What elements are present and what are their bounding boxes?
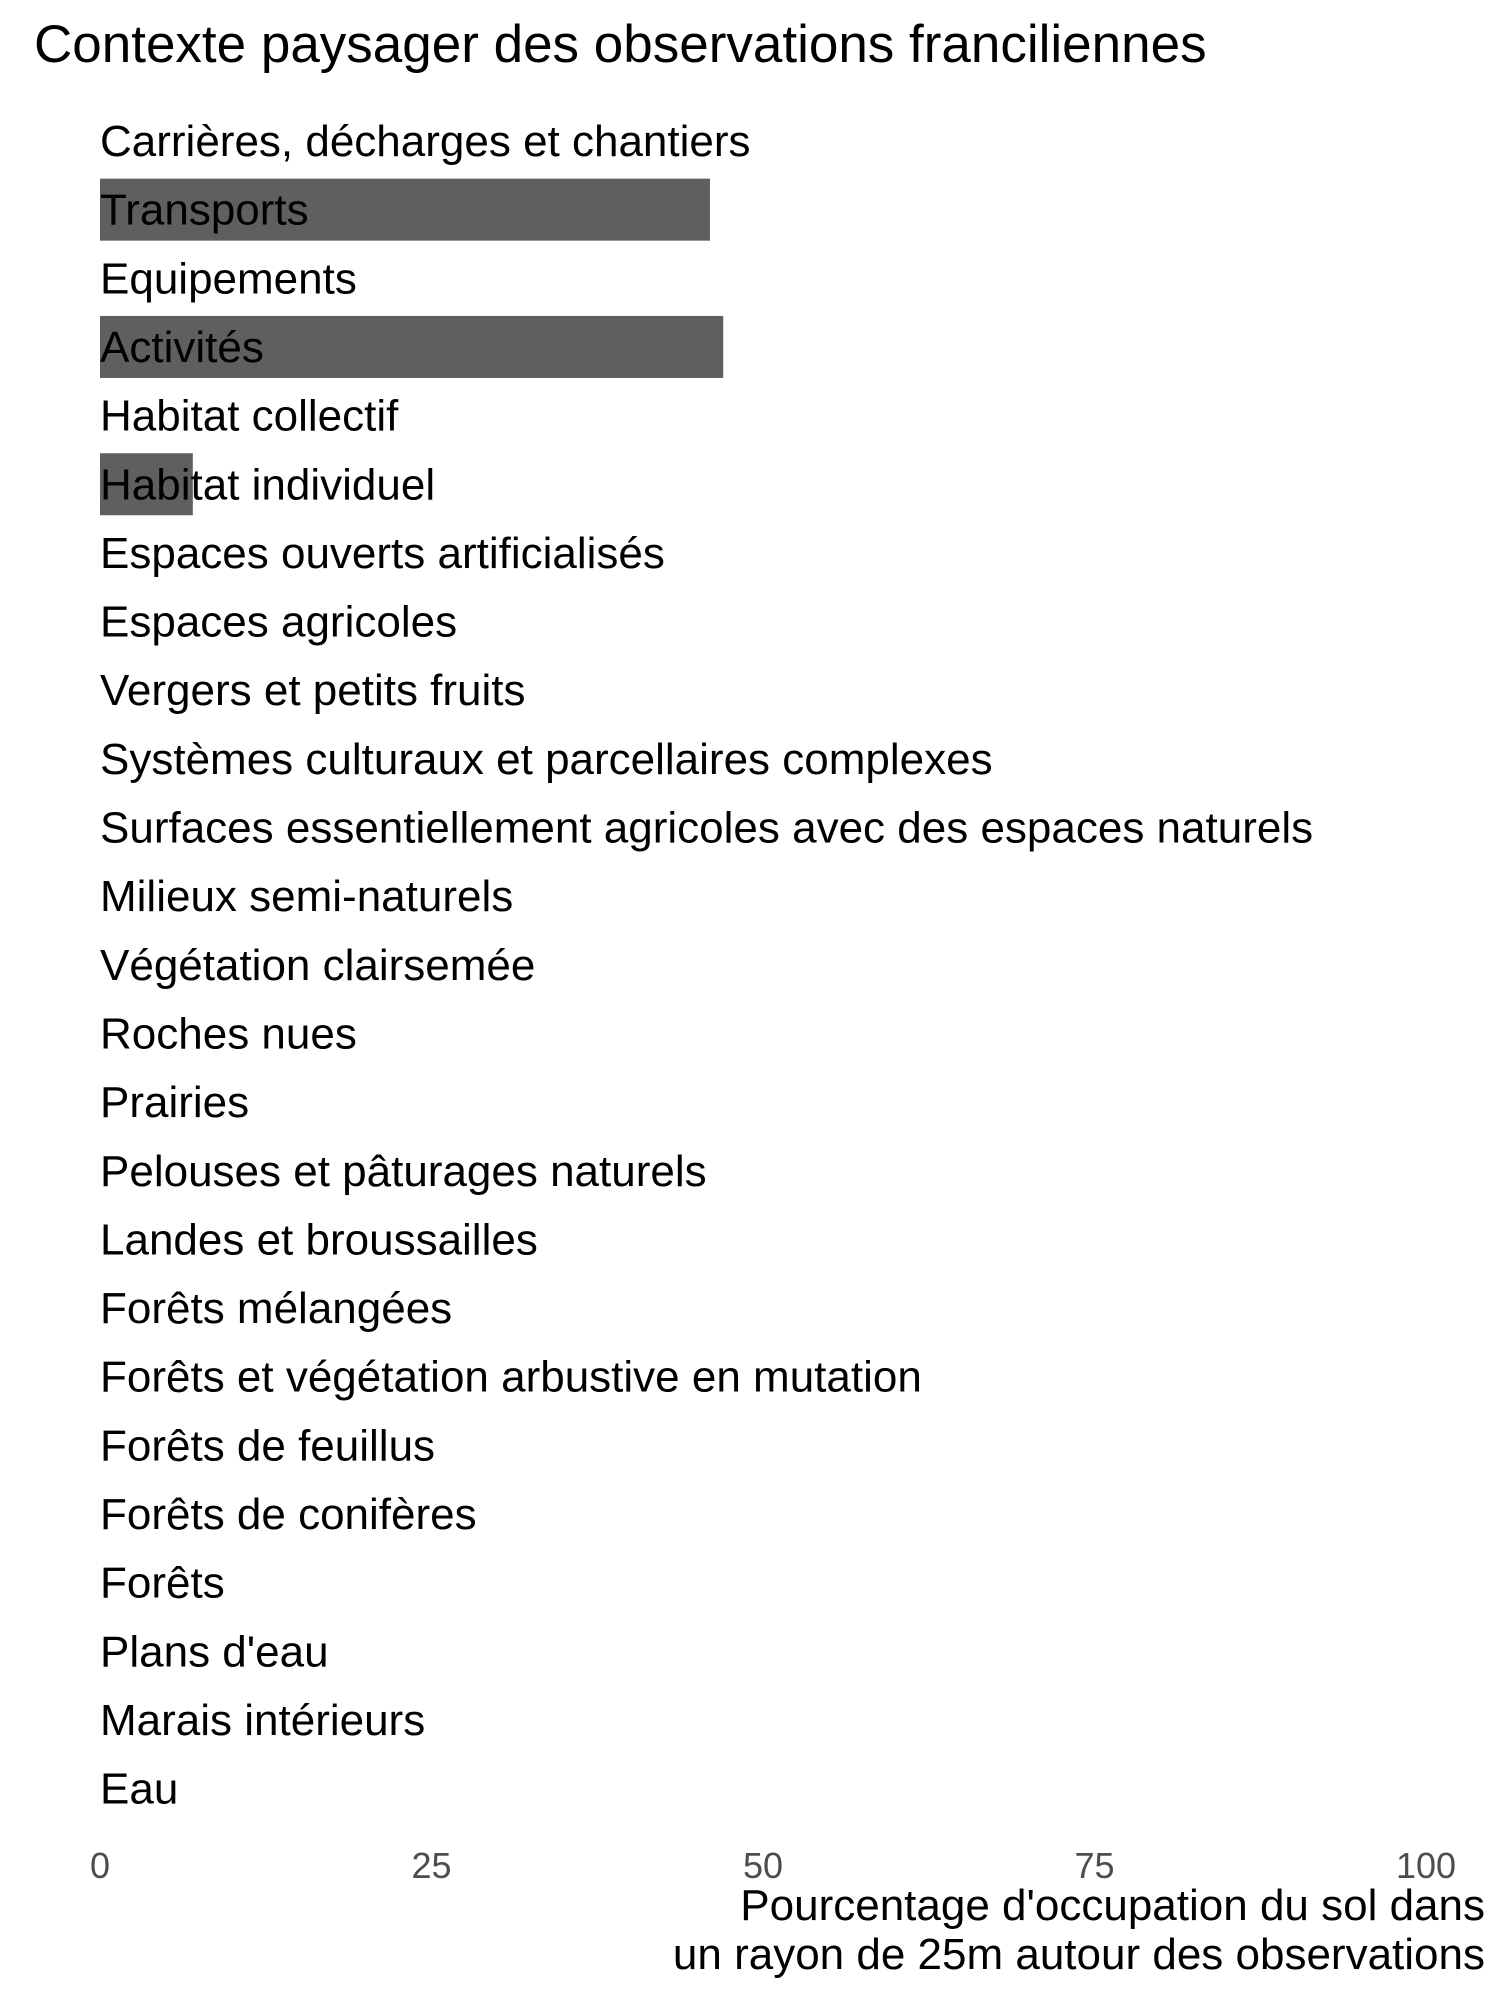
category-label: Surfaces essentiellement agricoles avec des espaces naturels bbox=[100, 803, 1314, 853]
category-label: Landes et broussailles bbox=[100, 1215, 538, 1265]
x-axis-ticks bbox=[90, 1845, 1456, 1886]
category-label: Forêts de conifères bbox=[100, 1490, 477, 1539]
category-label: Carrières, décharges et chantiers bbox=[100, 117, 751, 166]
category-label: Végétation clairsemée bbox=[100, 940, 536, 990]
x-tick-label: 50 bbox=[742, 1845, 784, 1886]
x-tick-label: 0 bbox=[89, 1845, 111, 1886]
x-axis-title-line-1: Pourcentage d'occupation du sol dans bbox=[740, 1881, 1485, 1930]
category-label: Espaces agricoles bbox=[100, 597, 458, 647]
x-axis-title-line-2: un rayon de 25m autour des observations bbox=[672, 1930, 1485, 1979]
category-label: Habitat collectif bbox=[100, 391, 399, 441]
x-tick-label: 25 bbox=[411, 1845, 452, 1886]
category-label: Milieux semi-naturels bbox=[100, 872, 514, 922]
category-label: Pelouses et pâturages naturels bbox=[100, 1146, 707, 1196]
chart-title: Contexte paysager des observations franciliennes bbox=[34, 15, 1207, 74]
category-label: Marais intérieurs bbox=[100, 1695, 426, 1745]
category-label: Vergers et petits fruits bbox=[100, 666, 526, 716]
x-tick-label: 100 bbox=[1395, 1845, 1457, 1886]
category-label: Forêts de feuillus bbox=[100, 1421, 436, 1471]
category-label: Espaces ouverts artificialisés bbox=[100, 528, 665, 578]
category-label: Activités bbox=[100, 322, 264, 372]
category-label: Habitat individuel bbox=[100, 460, 436, 510]
category-label: Forêts et végétation arbustive en mutation bbox=[100, 1352, 922, 1402]
x-tick-label: 75 bbox=[1074, 1845, 1115, 1886]
category-label: Transports bbox=[100, 185, 309, 235]
category-label: Forêts mélangées bbox=[100, 1284, 453, 1334]
category-label: Plans d'eau bbox=[100, 1627, 329, 1677]
category-label: Roches nues bbox=[100, 1009, 357, 1059]
category-label: Forêts bbox=[100, 1558, 225, 1608]
category-label: Systèmes culturaux et parcellaires complexes bbox=[100, 734, 993, 784]
category-label: Prairies bbox=[100, 1078, 250, 1128]
category-label: Eau bbox=[100, 1764, 179, 1814]
category-label: Equipements bbox=[100, 254, 357, 304]
